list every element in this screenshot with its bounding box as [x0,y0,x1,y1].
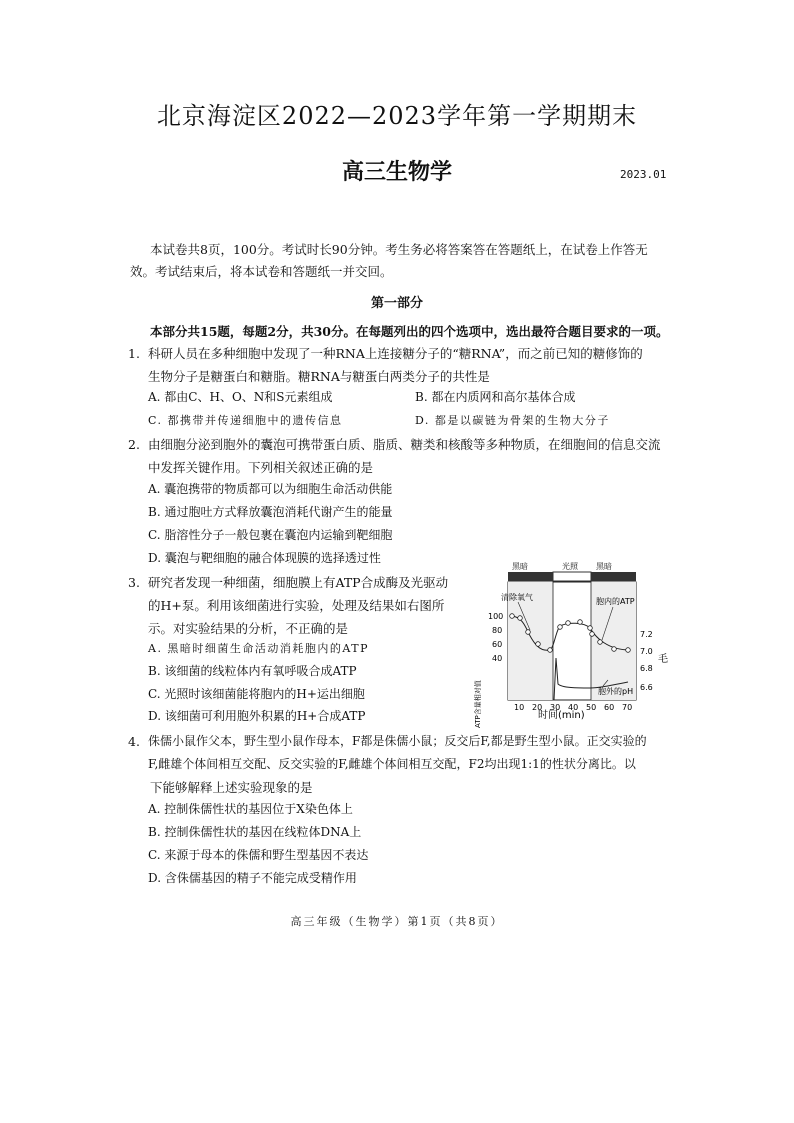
question-4-line-2: F,雌雄个体间相互交配、反交实验的F,雌雄个体间相互交配，F2均出现1:1的性状分离比。以 [148,757,636,771]
y-left-label: ATP含量相对值 [474,680,482,728]
question-2-option-a: A. 囊泡携带的物质都可以为细胞生命活动供能 [148,482,393,496]
part-heading: 第一部分 [370,296,423,311]
question-2-line-2: 中发挥关键作用。下列相关叙述正确的是 [148,460,374,475]
question-2-option-b: B. 通过胞吐方式释放囊泡消耗代谢产生的能量 [148,505,393,519]
question-3-line-3: 示。对实验结果的分析，不正确的是 [148,621,349,636]
question-2-option-c: C. 脂溶性分子一般包裹在囊泡内运输到靶细胞 [148,528,393,542]
x-tick-20: 20 [532,703,543,712]
y-right-label: 毛 [658,654,668,665]
y-right-tick-7-0: 7.0 [640,647,653,656]
question-3-number: 3. [128,575,140,590]
y-left-tick-100: 100 [488,612,504,621]
question-3-option-b: B. 该细菌的线粒体内有氧呼吸合成ATP [148,664,357,678]
exam-subtitle: 高三生物学 [341,159,452,185]
question-4-line-3: 下能够解释上述实验现象的是 [150,780,313,795]
atp-point [566,621,571,626]
y-right-tick-6-6: 6.6 [640,683,653,692]
question-2-line-1: 由细胞分泌到胞外的囊泡可携带蛋白质、脂质、糖类和核酸等多种物质，在细胞间的信息交流 [148,437,661,452]
y-left-tick-40: 40 [492,654,503,663]
atp-point [518,616,523,621]
x-tick-10: 10 [514,703,525,712]
label-light: 光照 [562,562,578,571]
atp-ph-figure [468,562,668,730]
x-tick-30: 30 [550,703,561,712]
question-1-option-b: B. 都在内质网和高尔基体合成 [415,390,576,404]
question-4-line-1: 侏儒小鼠作父本，野生型小鼠作母本，F都是侏儒小鼠；反交后F,都是野生型小鼠。正交实验的 [148,734,647,748]
atp-point [510,614,515,619]
y-left-tick-60: 60 [492,640,503,649]
question-3-option-c: C. 光照时该细菌能将胞内的H+运出细胞 [148,687,365,701]
question-4-option-b: B. 控制侏儒性状的基因在线粒体DNA上 [148,825,362,839]
part-instructions: 本部分共15题，每题2分，共30分。在每题列出的四个选项中，选出最符合题目要求的一项。 [150,324,669,339]
atp-point [548,648,553,653]
x-tick-50: 50 [586,703,597,712]
label-dark-1: 黑暗 [512,562,528,571]
y-right-tick-6-8: 6.8 [640,664,653,673]
annotation-extracellular-ph: 胞外的pH [598,687,634,696]
question-4-option-c: C. 来源于母本的侏儒和野生型基因不表达 [148,848,369,862]
x-tick-70: 70 [622,703,633,712]
question-2-number: 2. [128,437,140,452]
annotation-intracellular-atp: 胞内的ATP [596,597,635,606]
question-1-number: 1. [128,346,140,361]
question-3-option-a: A. 黑暗时细菌生命活动消耗胞内的ATP [148,642,370,655]
x-axis-label: 时间(min) [538,710,585,721]
x-tick-40: 40 [568,703,579,712]
atp-point [588,626,593,631]
x-tick-60: 60 [604,703,615,712]
atp-point [590,632,595,637]
question-1-option-a: A. 都由C、H、O、N和S元素组成 [148,390,333,404]
intro-line-1: 本试卷共8页，100分。考试时长90分钟。考生务必将答案答在答题纸上，在试卷上作答无 [150,242,648,257]
dark-period-bar-1 [508,572,553,581]
atp-point [598,640,603,645]
atp-point [612,647,617,652]
page-footer: 高三年级（生物学）第1页（共8页） [290,915,504,928]
y-left-tick-80: 80 [492,626,503,635]
annotation-remove-oxygen: 清除氧气 [501,593,533,602]
intro-line-2: 效。考试结束后，将本试卷和答题纸一并交回。 [130,264,393,279]
y-right-tick-7-2: 7.2 [640,630,653,639]
atp-point [536,642,541,647]
label-dark-2: 黑暗 [596,562,612,571]
question-4-option-d: D. 含侏儒基因的精子不能完成受精作用 [148,871,357,885]
question-1-line-2: 生物分子是糖蛋白和糖脂。糖RNA与糖蛋白两类分子的共性是 [148,369,490,384]
question-4-number: 4. [128,734,140,749]
atp-point [578,620,583,625]
question-2-option-d: D. 囊泡与靶细胞的融合体现膜的选择透过性 [148,551,381,565]
dark-period-bar-2 [591,572,636,581]
exam-title: 北京海淀区2022—2023学年第一学期期末 [156,102,638,130]
exam-date: 2023.01 [620,168,667,181]
light-period-bar [553,572,591,581]
atp-point [558,625,563,630]
question-3-line-2: 的H+泵。利用该细菌进行实验，处理及结果如右图所 [148,598,445,613]
question-3-line-1: 研究者发现一种细菌，细胞膜上有ATP合成酶及光驱动 [148,575,449,590]
question-1-option-d: D. 都是以碳链为骨架的生物大分子 [415,414,610,427]
question-3-option-d: D. 该细菌可利用胞外积累的H+合成ATP [148,709,366,723]
question-1-option-c: C. 都携带并传递细胞中的遗传信息 [148,414,343,427]
question-4-option-a: A. 控制侏儒性状的基因位于X染色体上 [148,802,353,816]
atp-point [626,648,631,653]
question-1-line-1: 科研人员在多种细胞中发现了一种RNA上连接糖分子的“糖RNA”，而之前已知的糖修饰的 [148,346,643,361]
atp-point [526,630,531,635]
